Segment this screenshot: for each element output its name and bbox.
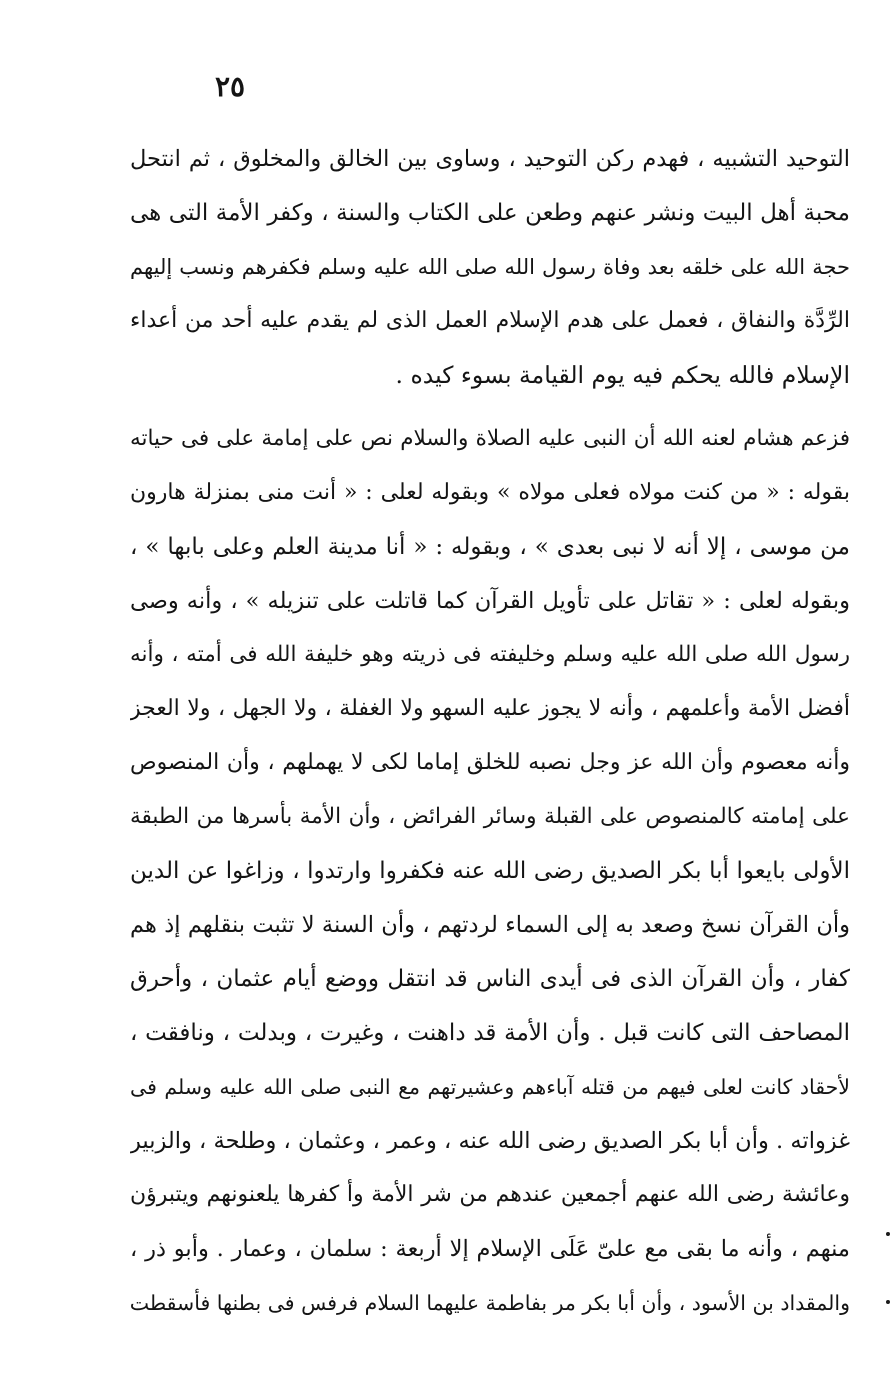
text-line: الأولى بايعوا أبا بكر الصديق رضى الله عنه فكفروا وارتدوا ، وزاغوا عن الدين xyxy=(130,858,850,884)
text-line: وعائشة رضى الله عنهم أجمعين عندهم من شر الأمة وأ كفرها يلعنونهم ويتبرؤن xyxy=(130,1182,850,1207)
text-line: حجة الله على خلقه بعد وفاة رسول الله صلى الله عليه وسلم فكفرهم ونسب إليهم xyxy=(130,255,850,279)
text-line: من موسى ، إلا أنه لا نبى بعدى » ، وبقوله : « أنا مدينة العلم وعلى بابها » ، xyxy=(130,534,850,560)
text-line: رسول الله صلى الله عليه وسلم وخليفته فى ذريته وهو خليفة الله فى أمته ، وأنه xyxy=(130,642,850,667)
text-line: والمقداد بن الأسود ، وأن أبا بكر مر بفاطمة عليهما السلام فرفس فى بطنها فأسقطت xyxy=(130,1291,850,1315)
paragraph-1 xyxy=(130,132,850,402)
text-line: التوحيد التشبيه ، فهدم ركن التوحيد ، وساوى بين الخالق والمخلوق ، ثم انتحل xyxy=(130,146,850,172)
text-line: محبة أهل البيت ونشر عنهم وطعن على الكتاب والسنة ، وكفر الأمة التى هى xyxy=(130,200,850,226)
paragraph-2 xyxy=(130,412,850,1330)
text-line: المصاحف التى كانت قبل . وأن الأمة قد داهنت ، وغيرت ، وبدلت ، ونافقت ، xyxy=(130,1020,850,1046)
text-line: على إمامته كالمنصوص على القبلة وسائر الفرائض ، وأن الأمة بأسرها من الطبقة xyxy=(130,804,850,829)
text-line: فزعم هشام لعنه الله أن النبى عليه الصلاة والسلام نص على إمامة على فى حياته xyxy=(130,426,850,451)
text-line: وأنه معصوم وأن الله عز وجل نصبه للخلق إماما لكى لا يهملهم ، وأن المنصوص xyxy=(130,750,850,775)
scan-speck xyxy=(886,1232,890,1236)
page-number: ٢٥ xyxy=(214,70,246,103)
text-line: الإسلام فالله يحكم فيه يوم القيامة بسوء كيده . xyxy=(395,361,850,389)
text-line: وبقوله لعلى : « تقاتل على تأويل القرآن كما قاتلت على تنزيله » ، وأنه وصى xyxy=(130,588,850,614)
text-line: بقوله : « من كنت مولاه فعلى مولاه » وبقوله لعلى : « أنت منى بمنزلة هارون xyxy=(130,480,850,505)
text-line: منهم ، وأنه ما بقى مع علىّ عَلَى الإسلام إلا أربعة : سلمان ، وعمار . وأبو ذر ، xyxy=(130,1236,850,1262)
text-line: كفار ، وأن القرآن الذى فى أيدى الناس قد انتقل ووضع أيام عثمان ، وأحرق xyxy=(130,966,850,992)
text-line: وأن القرآن نسخ وصعد به إلى السماء لردتهم ، وأن السنة لا تثبت بنقلهم إذ هم xyxy=(130,912,850,938)
scan-speck xyxy=(886,1300,890,1304)
text-line: غزواته . وأن أبا بكر الصديق رضى الله عنه ، وعمر ، وعثمان ، وطلحة ، والزبير xyxy=(130,1128,850,1154)
text-line: الرِّدَّة والنفاق ، فعمل على هدم الإسلام العمل الذى لم يقدم عليه أحد من أعداء xyxy=(130,308,850,333)
text-line: أفضل الأمة وأعلمهم ، وأنه لا يجوز عليه السهو ولا الغفلة ، ولا الجهل ، ولا العجز xyxy=(130,696,850,721)
text-line: لأحقاد كانت لعلى فيهم من قتله آباءهم وعشيرتهم مع النبى صلى الله عليه وسلم فى xyxy=(130,1075,850,1099)
